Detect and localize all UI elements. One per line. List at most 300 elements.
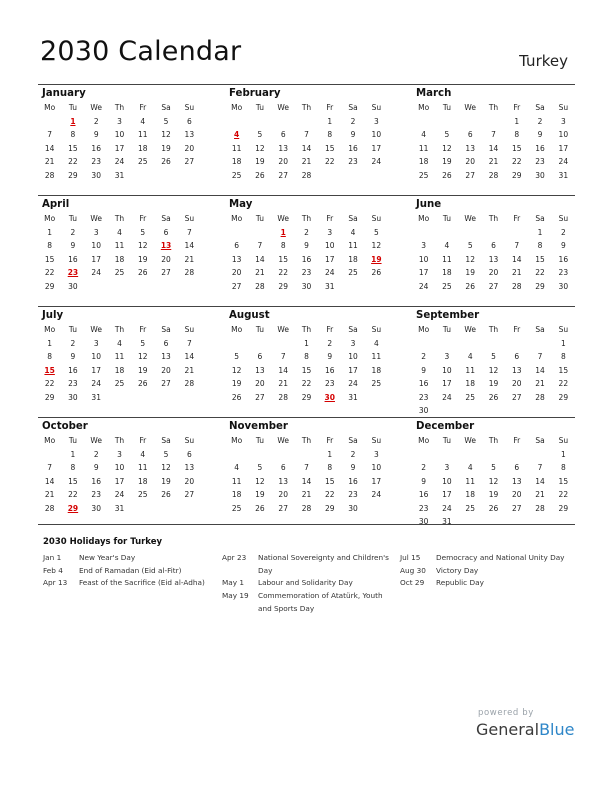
day-cell: 17 xyxy=(114,143,125,153)
holiday-day-cell: 1 xyxy=(70,116,76,126)
day-cell: 12 xyxy=(137,352,148,362)
day-cell: 27 xyxy=(278,170,288,180)
holiday-column xyxy=(400,552,572,590)
month-name: June xyxy=(416,199,442,210)
weekday-label: We xyxy=(277,214,289,223)
day-cell: 26 xyxy=(488,503,499,513)
day-cell xyxy=(225,448,248,462)
weekday-label: Sa xyxy=(348,103,358,112)
day-cell: 28 xyxy=(184,268,195,278)
weekday-label: Mo xyxy=(418,103,430,112)
week-row xyxy=(38,448,201,462)
day-cell: 17 xyxy=(348,365,358,375)
day-cell: 31 xyxy=(114,170,125,180)
brand-logo[interactable] xyxy=(476,720,574,739)
day-cell: 4 xyxy=(444,241,450,251)
weekday-label: Mo xyxy=(231,103,243,112)
day-cell: 12 xyxy=(161,463,171,473)
day-cell: 29 xyxy=(324,503,335,513)
day-cell: 9 xyxy=(421,365,427,375)
day-cell: 18 xyxy=(231,490,242,500)
weekday-label: Tu xyxy=(442,325,452,334)
week-row xyxy=(412,226,575,240)
day-cell: 30 xyxy=(348,503,358,513)
week-row xyxy=(225,253,388,267)
country-label: Turkey xyxy=(519,52,568,70)
day-cell: 14 xyxy=(535,476,545,486)
week-row xyxy=(225,488,388,502)
day-cell: 30 xyxy=(418,517,429,527)
weekday-header xyxy=(38,212,201,226)
day-cell: 8 xyxy=(560,352,566,362)
day-cell: 23 xyxy=(558,268,569,278)
day-cell: 26 xyxy=(371,268,382,278)
day-cell: 30 xyxy=(91,503,101,513)
brand-name-part1: General xyxy=(476,720,540,739)
day-cell: 27 xyxy=(255,392,265,402)
week-row xyxy=(225,155,388,169)
day-cell: 17 xyxy=(91,365,101,375)
week-row xyxy=(225,502,388,516)
day-cell: 25 xyxy=(418,170,429,180)
holiday-name: National Sovereignty and Children's Day xyxy=(258,553,389,575)
day-cell: 10 xyxy=(371,130,382,140)
day-cell: 28 xyxy=(255,281,265,291)
day-cell: 7 xyxy=(537,352,543,362)
day-cell: 19 xyxy=(161,476,171,486)
day-cell: 23 xyxy=(301,268,312,278)
day-cell: 7 xyxy=(537,463,543,473)
divider xyxy=(38,524,575,525)
day-cell: 24 xyxy=(371,157,382,167)
day-cell: 9 xyxy=(70,241,76,251)
weekday-label: Su xyxy=(371,103,382,112)
day-cell: 19 xyxy=(465,268,475,278)
weekday-label: Fr xyxy=(139,325,147,334)
day-cell xyxy=(131,169,154,183)
weekday-label: Mo xyxy=(418,325,430,334)
weekday-header xyxy=(38,101,201,115)
week-row xyxy=(412,350,575,364)
day-cell: 2 xyxy=(93,449,99,459)
weekday-label: Su xyxy=(184,325,195,334)
week-row xyxy=(412,364,575,378)
day-cell: 19 xyxy=(137,365,148,375)
day-cell: 3 xyxy=(93,227,99,237)
weekday-label: Su xyxy=(184,436,195,445)
day-cell: 22 xyxy=(511,157,522,167)
day-cell: 21 xyxy=(301,157,312,167)
holiday-date: Jul 15 xyxy=(400,553,421,562)
day-cell: 29 xyxy=(558,503,569,513)
day-cell: 20 xyxy=(488,268,499,278)
weekday-label: Fr xyxy=(326,325,334,334)
day-cell xyxy=(505,448,528,462)
weekday-header xyxy=(225,212,388,226)
day-cell: 10 xyxy=(371,463,382,473)
day-cell: 3 xyxy=(117,449,122,459)
day-cell: 13 xyxy=(278,476,288,486)
day-cell: 22 xyxy=(68,157,78,167)
holiday-item xyxy=(400,577,572,590)
day-cell xyxy=(482,515,505,529)
holiday-day-cell: 30 xyxy=(324,392,335,402)
day-cell: 2 xyxy=(350,116,356,126)
day-cell: 25 xyxy=(231,503,242,513)
day-cell: 2 xyxy=(70,338,76,348)
month-name: October xyxy=(42,421,88,432)
day-cell: 1 xyxy=(47,227,53,237)
day-cell: 3 xyxy=(117,116,122,126)
day-cell: 15 xyxy=(68,143,78,153)
day-cell: 6 xyxy=(186,116,192,126)
week-row xyxy=(412,488,575,502)
weekday-label: Th xyxy=(114,325,125,334)
day-cell: 28 xyxy=(535,503,545,513)
day-cell: 4 xyxy=(140,449,146,459)
day-cell: 28 xyxy=(44,503,55,513)
month-name: March xyxy=(416,88,452,99)
day-cell: 14 xyxy=(44,476,55,486)
weekday-label: Th xyxy=(301,436,312,445)
day-cell xyxy=(482,337,505,351)
weekday-label: We xyxy=(464,103,476,112)
day-cell xyxy=(272,337,295,351)
day-cell xyxy=(435,115,458,129)
day-cell xyxy=(341,169,364,183)
month-block xyxy=(38,421,201,515)
weekday-label: We xyxy=(277,325,289,334)
day-cell: 16 xyxy=(68,365,78,375)
day-cell: 7 xyxy=(304,130,309,140)
weekday-label: Sa xyxy=(161,214,171,223)
day-cell: 26 xyxy=(231,392,242,402)
day-cell: 22 xyxy=(68,490,78,500)
day-cell: 6 xyxy=(163,338,169,348)
weekday-label: Fr xyxy=(326,436,334,445)
day-cell: 20 xyxy=(278,490,288,500)
day-cell: 20 xyxy=(511,490,522,500)
day-cell xyxy=(505,226,528,240)
day-cell xyxy=(272,115,295,129)
day-cell: 5 xyxy=(257,463,263,473)
day-cell: 8 xyxy=(304,352,309,362)
day-cell: 16 xyxy=(348,476,358,486)
day-cell: 24 xyxy=(114,490,125,500)
day-cell: 27 xyxy=(184,490,195,500)
day-cell: 5 xyxy=(234,352,240,362)
week-row xyxy=(225,226,388,240)
day-cell: 10 xyxy=(91,241,101,251)
day-cell: 5 xyxy=(163,449,169,459)
day-cell: 9 xyxy=(350,463,356,473)
day-cell: 1 xyxy=(70,449,76,459)
holiday-item xyxy=(43,552,213,565)
day-cell: 9 xyxy=(304,241,309,251)
day-cell xyxy=(459,448,482,462)
holiday-day-cell: 13 xyxy=(160,241,172,251)
week-row xyxy=(38,391,201,405)
weekday-label: Th xyxy=(488,325,499,334)
day-cell: 7 xyxy=(491,130,496,140)
weekday-label: Sa xyxy=(348,436,358,445)
day-cell: 23 xyxy=(91,157,101,167)
day-cell: 14 xyxy=(511,254,522,264)
day-cell: 14 xyxy=(184,241,195,251)
day-cell: 28 xyxy=(278,392,288,402)
day-cell: 19 xyxy=(442,157,452,167)
week-row xyxy=(225,115,388,129)
day-cell xyxy=(552,515,575,529)
day-cell: 30 xyxy=(301,281,312,291)
holiday-date: Jan 1 xyxy=(43,553,62,562)
day-cell: 10 xyxy=(348,352,358,362)
holiday-column xyxy=(222,552,390,616)
day-cell: 13 xyxy=(231,254,242,264)
month-block xyxy=(38,88,201,182)
day-cell: 26 xyxy=(161,157,171,167)
day-cell: 31 xyxy=(442,517,452,527)
day-cell: 11 xyxy=(137,463,148,473)
day-cell: 8 xyxy=(560,463,566,473)
day-cell: 9 xyxy=(537,130,543,140)
day-cell xyxy=(459,515,482,529)
day-cell: 6 xyxy=(280,130,286,140)
day-cell: 17 xyxy=(418,268,429,278)
day-cell xyxy=(528,515,551,529)
weekday-label: We xyxy=(464,214,476,223)
day-cell: 27 xyxy=(231,281,242,291)
day-cell: 14 xyxy=(255,254,265,264)
day-cell: 5 xyxy=(257,130,263,140)
weekday-header xyxy=(225,101,388,115)
day-cell: 24 xyxy=(418,281,429,291)
weekday-label: Fr xyxy=(513,325,521,334)
day-cell: 24 xyxy=(91,268,101,278)
day-cell: 19 xyxy=(488,490,499,500)
day-cell xyxy=(459,226,482,240)
week-row xyxy=(412,280,575,294)
weekday-label: Mo xyxy=(231,325,243,334)
day-cell: 9 xyxy=(350,130,356,140)
week-row xyxy=(412,461,575,475)
holiday-name: Democracy and National Unity Day xyxy=(436,553,565,562)
month-name: January xyxy=(42,88,86,99)
day-cell: 30 xyxy=(418,406,429,416)
day-cell: 25 xyxy=(114,379,125,389)
day-cell: 13 xyxy=(255,365,265,375)
week-row xyxy=(38,226,201,240)
week-row xyxy=(225,169,388,183)
weekday-label: Sa xyxy=(161,325,171,334)
day-cell: 12 xyxy=(255,143,265,153)
weekday-label: Th xyxy=(301,214,312,223)
weekday-label: Sa xyxy=(535,214,545,223)
quarter-row xyxy=(38,306,575,417)
day-cell xyxy=(154,280,177,294)
week-row xyxy=(412,377,575,391)
day-cell xyxy=(248,115,271,129)
week-row xyxy=(412,239,575,253)
month-name: September xyxy=(416,310,480,321)
week-row xyxy=(412,391,575,405)
day-cell: 28 xyxy=(488,170,499,180)
day-cell: 12 xyxy=(488,365,499,375)
day-cell: 17 xyxy=(371,476,382,486)
day-cell: 23 xyxy=(418,503,429,513)
weekday-label: Sa xyxy=(161,436,171,445)
week-row xyxy=(412,266,575,280)
day-cell: 10 xyxy=(418,254,429,264)
day-cell: 30 xyxy=(68,392,78,402)
weekday-label: Tu xyxy=(68,214,78,223)
day-cell: 12 xyxy=(371,241,382,251)
day-cell xyxy=(248,226,271,240)
week-row xyxy=(38,280,201,294)
week-row xyxy=(412,502,575,516)
day-cell: 17 xyxy=(558,143,569,153)
holiday-date: Aug 30 xyxy=(400,565,426,575)
day-cell xyxy=(178,502,201,516)
holiday-item xyxy=(222,590,390,615)
day-cell: 22 xyxy=(324,157,335,167)
month-block xyxy=(38,310,201,404)
day-cell: 7 xyxy=(47,130,53,140)
weekday-header xyxy=(38,434,201,448)
week-row xyxy=(225,128,388,142)
day-cell: 29 xyxy=(68,170,78,180)
day-cell: 2 xyxy=(537,116,543,126)
day-cell: 10 xyxy=(558,130,569,140)
weekday-label: Tu xyxy=(68,325,78,334)
day-cell: 12 xyxy=(255,476,265,486)
powered-by-text: powered by xyxy=(478,708,534,718)
day-cell: 18 xyxy=(137,476,148,486)
day-cell: 12 xyxy=(488,476,499,486)
week-row xyxy=(225,142,388,156)
holiday-name: New Year's Day xyxy=(79,553,136,562)
day-cell xyxy=(108,280,131,294)
day-cell xyxy=(412,337,435,351)
weekday-header xyxy=(412,323,575,337)
day-cell: 21 xyxy=(535,379,545,389)
day-cell: 14 xyxy=(535,365,545,375)
day-cell: 5 xyxy=(467,241,473,251)
day-cell: 12 xyxy=(465,254,475,264)
day-cell: 24 xyxy=(91,379,101,389)
day-cell: 23 xyxy=(348,157,358,167)
day-cell xyxy=(154,169,177,183)
holiday-day-cell: 23 xyxy=(67,268,79,278)
day-cell: 13 xyxy=(278,143,288,153)
holiday-name: Republic Day xyxy=(436,578,484,588)
day-cell: 11 xyxy=(442,254,452,264)
day-cell: 12 xyxy=(231,365,242,375)
weekday-label: Tu xyxy=(442,214,452,223)
day-cell: 27 xyxy=(161,379,171,389)
holiday-item xyxy=(222,552,390,577)
week-row xyxy=(412,337,575,351)
day-cell: 20 xyxy=(161,254,171,264)
day-cell: 6 xyxy=(514,352,520,362)
day-cell: 9 xyxy=(93,463,99,473)
day-cell: 26 xyxy=(465,281,475,291)
day-cell xyxy=(365,502,388,516)
day-cell xyxy=(528,337,551,351)
day-cell xyxy=(482,115,505,129)
day-cell: 1 xyxy=(327,116,333,126)
day-cell: 20 xyxy=(184,143,195,153)
day-cell: 30 xyxy=(91,170,101,180)
weekday-label: We xyxy=(464,325,476,334)
day-cell: 20 xyxy=(161,365,171,375)
week-row xyxy=(38,253,201,267)
month-block xyxy=(225,421,388,515)
day-cell: 19 xyxy=(488,379,499,389)
day-cell: 31 xyxy=(91,392,101,402)
day-cell xyxy=(318,169,341,183)
day-cell: 22 xyxy=(44,268,55,278)
week-row xyxy=(38,364,201,378)
day-cell: 16 xyxy=(68,254,78,264)
day-cell: 5 xyxy=(373,227,379,237)
day-cell: 28 xyxy=(535,392,545,402)
day-cell: 23 xyxy=(535,157,545,167)
day-cell: 19 xyxy=(137,254,148,264)
day-cell: 19 xyxy=(255,157,265,167)
day-cell: 2 xyxy=(304,227,309,237)
holiday-item xyxy=(222,577,390,590)
day-cell: 15 xyxy=(558,476,569,486)
weekday-label: Sa xyxy=(348,325,358,334)
day-cell: 29 xyxy=(278,281,288,291)
month-block xyxy=(412,199,575,293)
day-cell: 1 xyxy=(560,338,566,348)
day-cell: 8 xyxy=(47,241,53,251)
day-cell: 1 xyxy=(327,449,333,459)
day-cell: 31 xyxy=(558,170,569,180)
day-cell: 29 xyxy=(511,170,522,180)
week-row xyxy=(225,391,388,405)
day-cell: 7 xyxy=(257,241,263,251)
weekday-label: Su xyxy=(371,325,382,334)
day-cell: 27 xyxy=(184,157,195,167)
day-cell: 29 xyxy=(535,281,545,291)
day-cell: 10 xyxy=(324,241,335,251)
weekday-label: Su xyxy=(371,214,382,223)
holiday-item xyxy=(43,565,213,578)
day-cell: 21 xyxy=(511,268,522,278)
weekday-label: We xyxy=(277,436,289,445)
day-cell: 26 xyxy=(488,392,499,402)
day-cell xyxy=(131,502,154,516)
day-cell: 1 xyxy=(537,227,543,237)
day-cell: 9 xyxy=(70,352,76,362)
day-cell xyxy=(435,337,458,351)
day-cell: 8 xyxy=(70,130,76,140)
day-cell: 18 xyxy=(371,365,382,375)
weekday-label: Fr xyxy=(139,103,147,112)
day-cell: 12 xyxy=(442,143,452,153)
week-row xyxy=(225,377,388,391)
day-cell: 8 xyxy=(327,463,333,473)
day-cell: 14 xyxy=(488,143,499,153)
weekday-label: Mo xyxy=(44,325,56,334)
weekday-label: Sa xyxy=(535,325,545,334)
weekday-label: Th xyxy=(488,103,499,112)
day-cell: 24 xyxy=(114,157,125,167)
day-cell xyxy=(225,226,248,240)
